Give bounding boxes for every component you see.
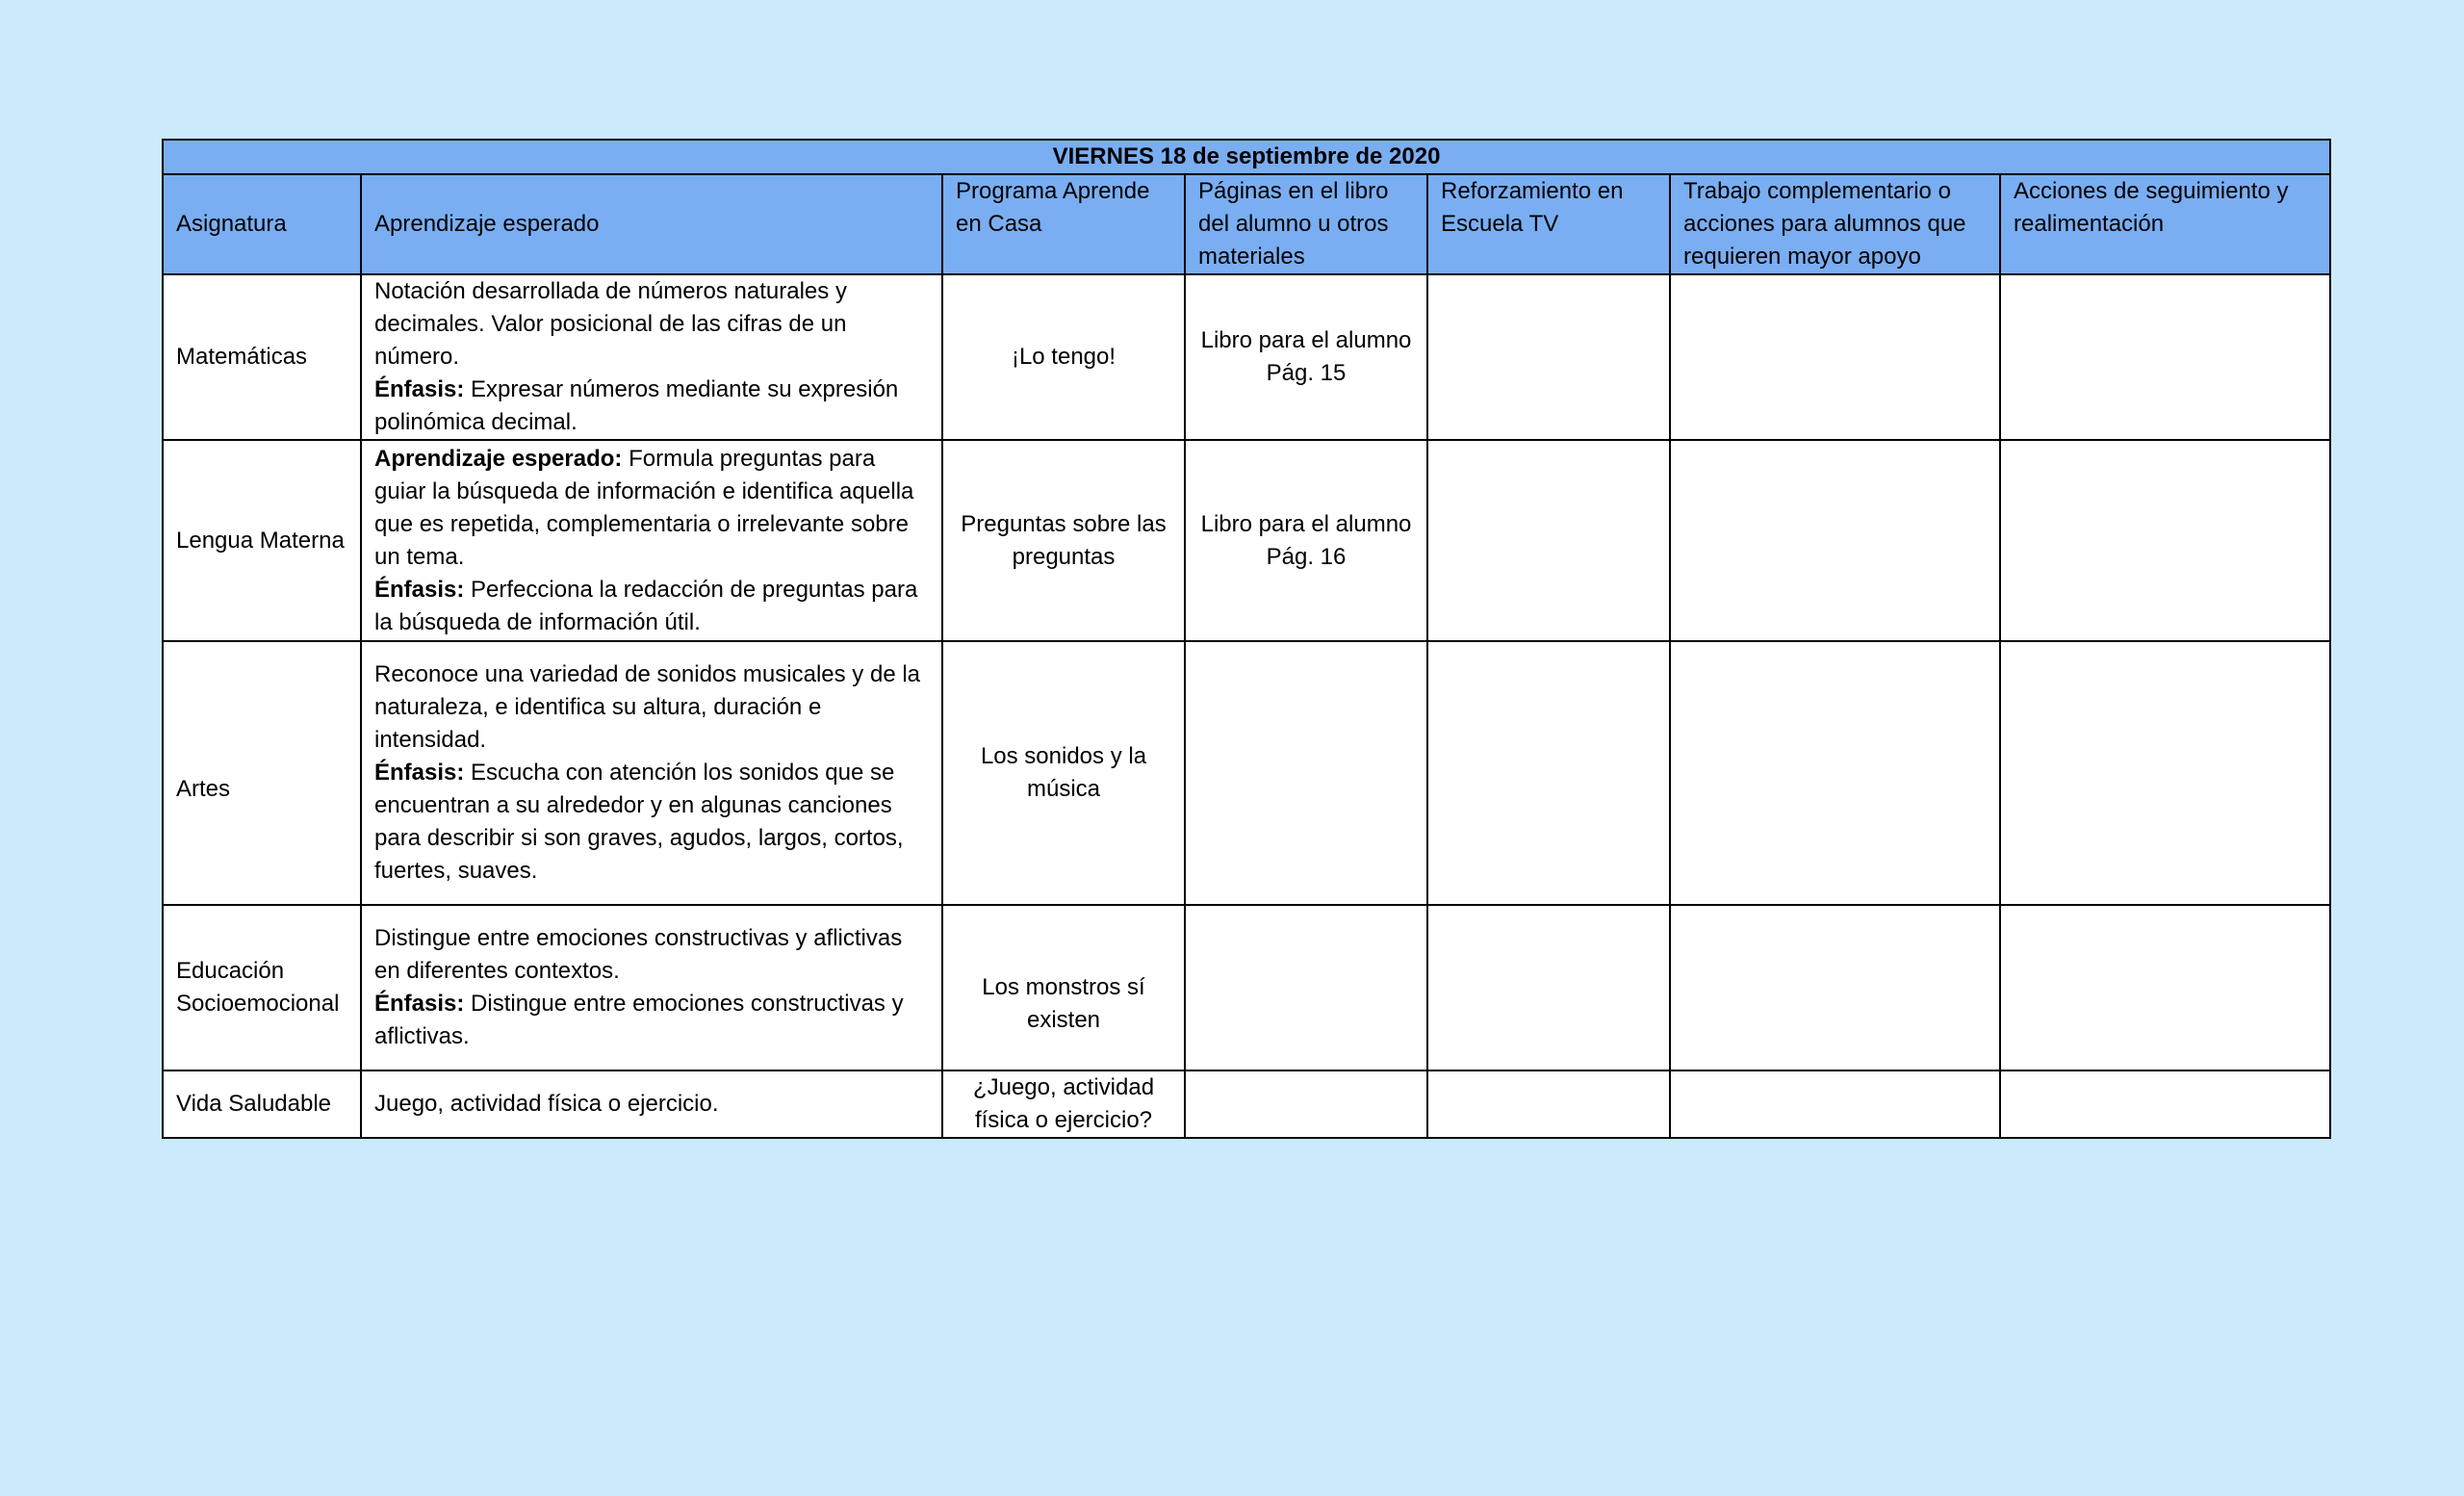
cell-aprendizaje <box>361 641 942 905</box>
cell-acciones <box>2000 274 2330 440</box>
schedule-table <box>162 139 2331 1139</box>
cell-aprendizaje <box>361 905 942 1070</box>
header-paginas: Páginas en el libro del alumno u otros materiales <box>1185 174 1427 274</box>
cell-aprendizaje <box>361 274 942 440</box>
cell-programa: Los sonidos y la música <box>942 641 1185 905</box>
cell-programa: ¿Juego, actividad física o ejercicio? <box>942 1070 1185 1138</box>
cell-aprendizaje <box>361 440 942 641</box>
enfasis-line <box>374 988 929 1053</box>
cell-acciones <box>2000 641 2330 905</box>
cell-reforzamiento <box>1427 440 1670 641</box>
cell-trabajo <box>1670 641 2000 905</box>
aprendizaje-text: Reconoce una variedad de sonidos musicales y de la naturaleza, e identifica su altura, duración e intensidad. <box>374 661 921 753</box>
paginas-pagina: Pág. 16 <box>1266 543 1347 570</box>
cell-trabajo <box>1670 274 2000 440</box>
enfasis-label: Énfasis: <box>374 376 465 402</box>
enfasis-text: Perfecciona la redacción de preguntas para la búsqueda de información útil. <box>374 576 918 635</box>
table-row <box>163 641 2330 905</box>
table-title: VIERNES 18 de septiembre de 2020 <box>163 140 2330 174</box>
aprendizaje-text: Juego, actividad física o ejercicio. <box>374 1091 719 1117</box>
table-row <box>163 1070 2330 1138</box>
title-row <box>163 140 2330 174</box>
cell-acciones <box>2000 1070 2330 1138</box>
cell-asignatura: Vida Saludable <box>163 1070 361 1138</box>
header-row <box>163 174 2330 274</box>
cell-acciones <box>2000 440 2330 641</box>
header-trabajo: Trabajo complementario o acciones para alumnos que requieren mayor apoyo <box>1670 174 2000 274</box>
paginas-libro: Libro para el alumno <box>1200 327 1412 353</box>
paginas-pagina: Pág. 15 <box>1266 360 1347 386</box>
cell-reforzamiento <box>1427 905 1670 1070</box>
table-row <box>163 274 2330 440</box>
cell-paginas <box>1185 1070 1427 1138</box>
enfasis-label: Énfasis: <box>374 760 465 786</box>
cell-aprendizaje <box>361 1070 942 1138</box>
header-reforzamiento: Reforzamiento en Escuela TV <box>1427 174 1670 274</box>
cell-asignatura: Artes <box>163 641 361 905</box>
cell-trabajo <box>1670 1070 2000 1138</box>
header-aprendizaje: Aprendizaje esperado <box>361 174 942 274</box>
cell-programa: ¡Lo tengo! <box>942 274 1185 440</box>
aprendizaje-text: Formula preguntas para guiar la búsqueda de información e identifica aquella que es repetida, complementaria o irrelevante sobre un tema. <box>374 445 914 570</box>
enfasis-text: Expresar números mediante su expresión polinómica decimal. <box>374 376 899 435</box>
table-row <box>163 440 2330 641</box>
cell-reforzamiento <box>1427 641 1670 905</box>
table-row <box>163 905 2330 1070</box>
cell-paginas <box>1185 440 1427 641</box>
aprendizaje-text: Notación desarrollada de números naturales y decimales. Valor posicional de las cifras de un número. <box>374 278 847 370</box>
header-programa: Programa Aprende en Casa <box>942 174 1185 274</box>
cell-trabajo <box>1670 905 2000 1070</box>
enfasis-line <box>374 574 929 639</box>
header-asignatura: Asignatura <box>163 174 361 274</box>
cell-paginas <box>1185 641 1427 905</box>
cell-asignatura: Lengua Materna <box>163 440 361 641</box>
cell-trabajo <box>1670 440 2000 641</box>
enfasis-text: Escucha con atención los sonidos que se encuentran a su alrededor y en algunas canciones para describir si son graves, agudos, largos, cortos, fuertes, suaves. <box>374 760 904 884</box>
cell-paginas <box>1185 905 1427 1070</box>
header-acciones: Acciones de seguimiento y realimentación <box>2000 174 2330 274</box>
cell-asignatura: Educación Socioemocional <box>163 905 361 1070</box>
aprendizaje-text: Distingue entre emociones constructivas y aflictivas en diferentes contextos. <box>374 925 903 984</box>
aprendizaje-lead: Aprendizaje esperado: <box>374 445 623 472</box>
cell-programa: Preguntas sobre las preguntas <box>942 440 1185 641</box>
paginas-libro: Libro para el alumno <box>1200 510 1412 537</box>
cell-programa: Los monstros sí existen <box>942 905 1185 1070</box>
enfasis-label: Énfasis: <box>374 991 465 1017</box>
enfasis-line <box>374 757 929 888</box>
cell-paginas <box>1185 274 1427 440</box>
cell-asignatura: Matemáticas <box>163 274 361 440</box>
enfasis-line <box>374 374 929 439</box>
cell-reforzamiento <box>1427 274 1670 440</box>
enfasis-text: Distingue entre emociones constructivas y aflictivas. <box>374 991 904 1049</box>
cell-reforzamiento <box>1427 1070 1670 1138</box>
enfasis-label: Énfasis: <box>374 576 465 603</box>
cell-acciones <box>2000 905 2330 1070</box>
